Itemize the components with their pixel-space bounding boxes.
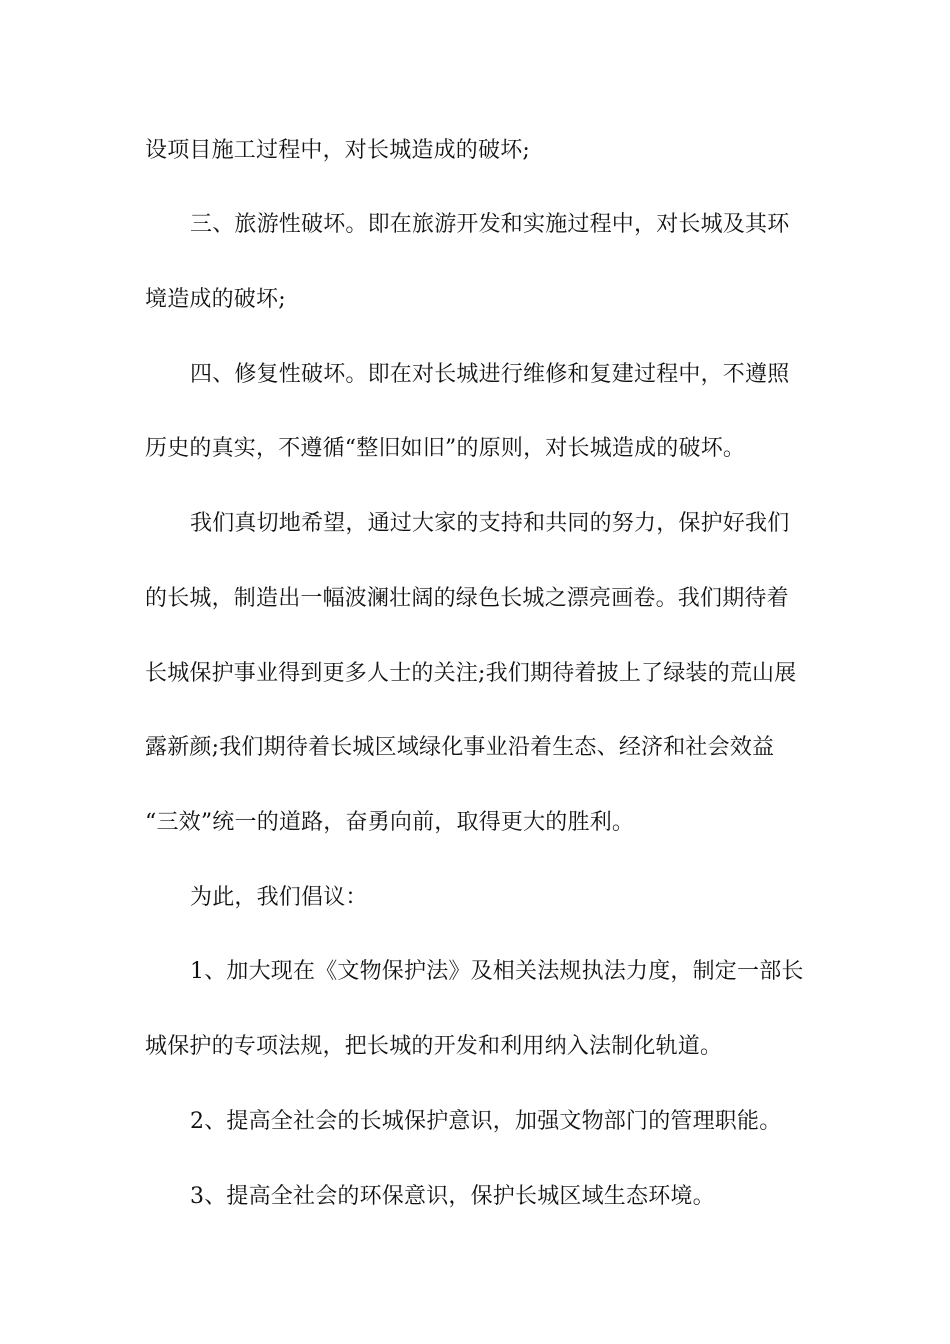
text-line-6: 我们真切地希望，通过大家的支持和共同的努力，保护好我们: [190, 511, 790, 536]
text-line-15: 3、提高全社会的环保意识，保护长城区域生态环境。: [190, 1184, 715, 1209]
text-line-11: 为此，我们倡议：: [190, 885, 368, 910]
text-line-7: 的长城，制造出一幅波澜壮阔的绿色长城之漂亮画卷。我们期待着: [145, 586, 789, 611]
text-line-3: 境造成的破坏;: [145, 287, 286, 312]
text-line-2: 三、旅游性破坏。即在旅游开发和实施过程中，对长城及其环: [190, 212, 790, 237]
text-line-9: 露新颜;我们期待着长城区域绿化事业沿着生态、经济和社会效益: [145, 735, 775, 760]
text-line-1: 设项目施工过程中，对长城造成的破坏;: [145, 138, 531, 163]
text-line-5: 历史的真实，不遵循“整旧如旧”的原则，对长城造成的破坏。: [145, 436, 746, 461]
text-line-12: 1、加大现在《文物保护法》及相关法规执法力度，制定一部长: [190, 959, 804, 984]
text-line-8: 长城保护事业得到更多人士的关注;我们期待着披上了绿装的荒山展: [145, 661, 797, 686]
text-line-4: 四、修复性破坏。即在对长城进行维修和复建过程中，不遵照: [190, 362, 790, 387]
text-line-14: 2、提高全社会的长城保护意识，加强文物部门的管理职能。: [190, 1109, 782, 1134]
text-line-13: 城保护的专项法规，把长城的开发和利用纳入法制化轨道。: [145, 1034, 723, 1059]
text-line-10: “三效”统一的道路，奋勇向前，取得更大的胜利。: [145, 810, 635, 835]
